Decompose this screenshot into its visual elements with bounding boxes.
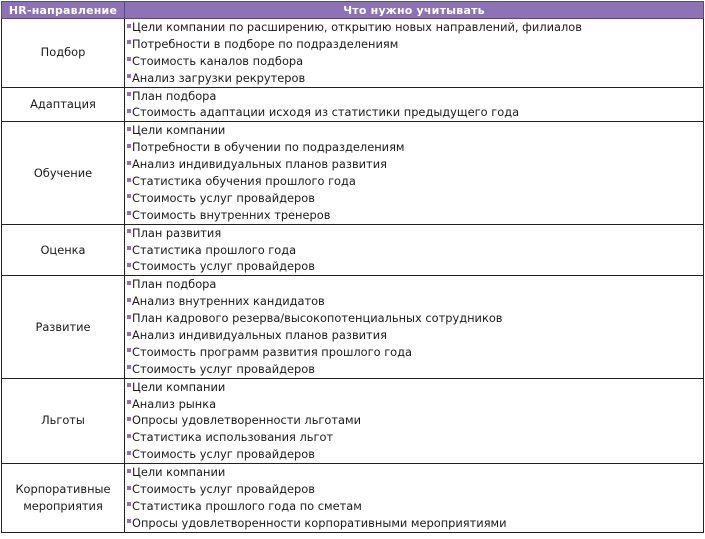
bullet-icon — [127, 519, 131, 523]
table-row — [2, 276, 704, 378]
list-item-text: План кадрового резерва/высокопотенциальных сотрудников — [132, 311, 503, 326]
bullet-icon — [127, 417, 131, 421]
list-item-text: Стоимость услуг провайдеров — [132, 259, 315, 274]
list-item — [127, 464, 703, 481]
direction-cell: Корпоративные мероприятия — [2, 464, 125, 533]
bullet-icon — [127, 383, 131, 387]
list-item-text: Стоимость адаптации исходя из статистики предыдущего года — [132, 105, 520, 120]
list-item-text: План развития — [132, 225, 222, 240]
list-item-text: Цели компании по расширению, открытию новых направлений, филиалов — [132, 20, 582, 34]
list-item — [127, 379, 703, 396]
bullet-icon — [127, 263, 131, 267]
list-item-text: План подбора — [132, 277, 217, 292]
list-item-text: Стоимость услуг провайдеров — [132, 482, 315, 497]
list-item — [127, 498, 703, 515]
list-item-text: Опросы удовлетворенности льготами — [132, 413, 361, 428]
list-item — [127, 225, 703, 242]
bullet-icon — [127, 40, 131, 44]
table-row — [2, 87, 704, 122]
list-item — [127, 361, 703, 378]
header-direction: HR-направление — [2, 2, 125, 19]
bullet-icon — [127, 246, 131, 250]
considerations-cell — [125, 122, 704, 224]
direction-cell: Льготы — [2, 378, 125, 463]
header-row — [2, 2, 704, 19]
bullet-icon — [127, 451, 131, 455]
list-item-text: Стоимость каналов подбора — [132, 53, 304, 68]
table-row — [2, 122, 704, 224]
list-item-text: Статистика обучения прошлого года — [132, 174, 356, 189]
list-item — [127, 242, 703, 259]
considerations-cell — [125, 276, 704, 378]
bullet-icon — [127, 57, 131, 61]
list-item — [127, 293, 703, 310]
list-item — [127, 327, 703, 344]
list-item — [127, 36, 703, 53]
direction-cell: Обучение — [2, 122, 125, 224]
list-item — [127, 429, 703, 446]
list-item-text: Статистика прошлого года по сметам — [132, 498, 362, 513]
bullet-icon — [127, 178, 131, 182]
bullet-icon — [127, 92, 131, 96]
list-item — [127, 139, 703, 156]
considerations-cell — [125, 378, 704, 463]
bullet-icon — [127, 486, 131, 490]
list-item-text: Стоимость программ развития прошлого года — [132, 344, 412, 359]
considerations-cell — [125, 19, 704, 88]
list-item — [127, 446, 703, 463]
list-item-text: Стоимость услуг провайдеров — [132, 361, 315, 376]
bullet-icon — [127, 24, 131, 28]
hr-planning-table — [1, 1, 704, 533]
list-item — [127, 207, 703, 224]
list-item — [127, 19, 703, 36]
list-item-text: Анализ индивидуальных планов развития — [132, 157, 387, 172]
bullet-icon — [127, 348, 131, 352]
bullet-icon — [127, 365, 131, 369]
list-item — [127, 190, 703, 207]
list-item — [127, 53, 703, 70]
considerations-cell — [125, 224, 704, 276]
list-item-text: Статистика прошлого года — [132, 242, 297, 257]
table-row — [2, 19, 704, 88]
list-item — [127, 481, 703, 498]
bullet-icon — [127, 281, 131, 285]
direction-cell: Оценка — [2, 224, 125, 276]
list-item-text: Анализ загрузки рекрутеров — [132, 70, 306, 85]
considerations-cell — [125, 87, 704, 122]
list-item-text: Стоимость услуг провайдеров — [132, 447, 315, 462]
list-item-text: Цели компании — [132, 379, 226, 394]
list-item-text: Стоимость внутренних тренеров — [132, 207, 331, 222]
bullet-icon — [127, 74, 131, 78]
bullet-icon — [127, 229, 131, 233]
bullet-icon — [127, 502, 131, 506]
list-item — [127, 276, 703, 293]
direction-cell: Развитие — [2, 276, 125, 378]
list-item-text: Анализ рынка — [132, 396, 217, 411]
list-item-text: Цели компании — [132, 123, 226, 138]
list-item — [127, 70, 703, 87]
bullet-icon — [127, 400, 131, 404]
list-item-text: Статистика использования льгот — [132, 430, 334, 445]
bullet-icon — [127, 109, 131, 113]
list-item-text: Стоимость услуг провайдеров — [132, 190, 315, 205]
list-item-text: Цели компании — [132, 465, 226, 480]
list-item-text: Потребности в обучении по подразделениям — [132, 140, 405, 155]
bullet-icon — [127, 161, 131, 165]
table-row — [2, 378, 704, 463]
list-item — [127, 156, 703, 173]
list-item — [127, 104, 703, 121]
bullet-icon — [127, 127, 131, 131]
bullet-icon — [127, 315, 131, 319]
table-body — [2, 19, 704, 533]
list-item — [127, 396, 703, 413]
list-item — [127, 515, 703, 532]
list-item-text: Опросы удовлетворенности корпоративными мероприятиями — [132, 515, 507, 530]
table-row — [2, 464, 704, 533]
list-item — [127, 412, 703, 429]
direction-cell: Адаптация — [2, 87, 125, 122]
list-item — [127, 173, 703, 190]
considerations-cell — [125, 464, 704, 533]
direction-cell: Подбор — [2, 19, 125, 88]
list-item — [127, 258, 703, 275]
list-item-text: Потребности в подборе по подразделениям — [132, 36, 399, 51]
bullet-icon — [127, 144, 131, 148]
bullet-icon — [127, 332, 131, 336]
list-item-text: Анализ индивидуальных планов развития — [132, 328, 387, 343]
bullet-icon — [127, 469, 131, 473]
table-row — [2, 224, 704, 276]
list-item — [127, 122, 703, 139]
header-considerations: Что нужно учитывать — [125, 2, 704, 19]
list-item — [127, 344, 703, 361]
bullet-icon — [127, 434, 131, 438]
list-item-text: План подбора — [132, 88, 217, 103]
bullet-icon — [127, 298, 131, 302]
bullet-icon — [127, 194, 131, 198]
list-item — [127, 310, 703, 327]
list-item-text: Анализ внутренних кандидатов — [132, 294, 325, 309]
list-item — [127, 88, 703, 105]
bullet-icon — [127, 211, 131, 215]
